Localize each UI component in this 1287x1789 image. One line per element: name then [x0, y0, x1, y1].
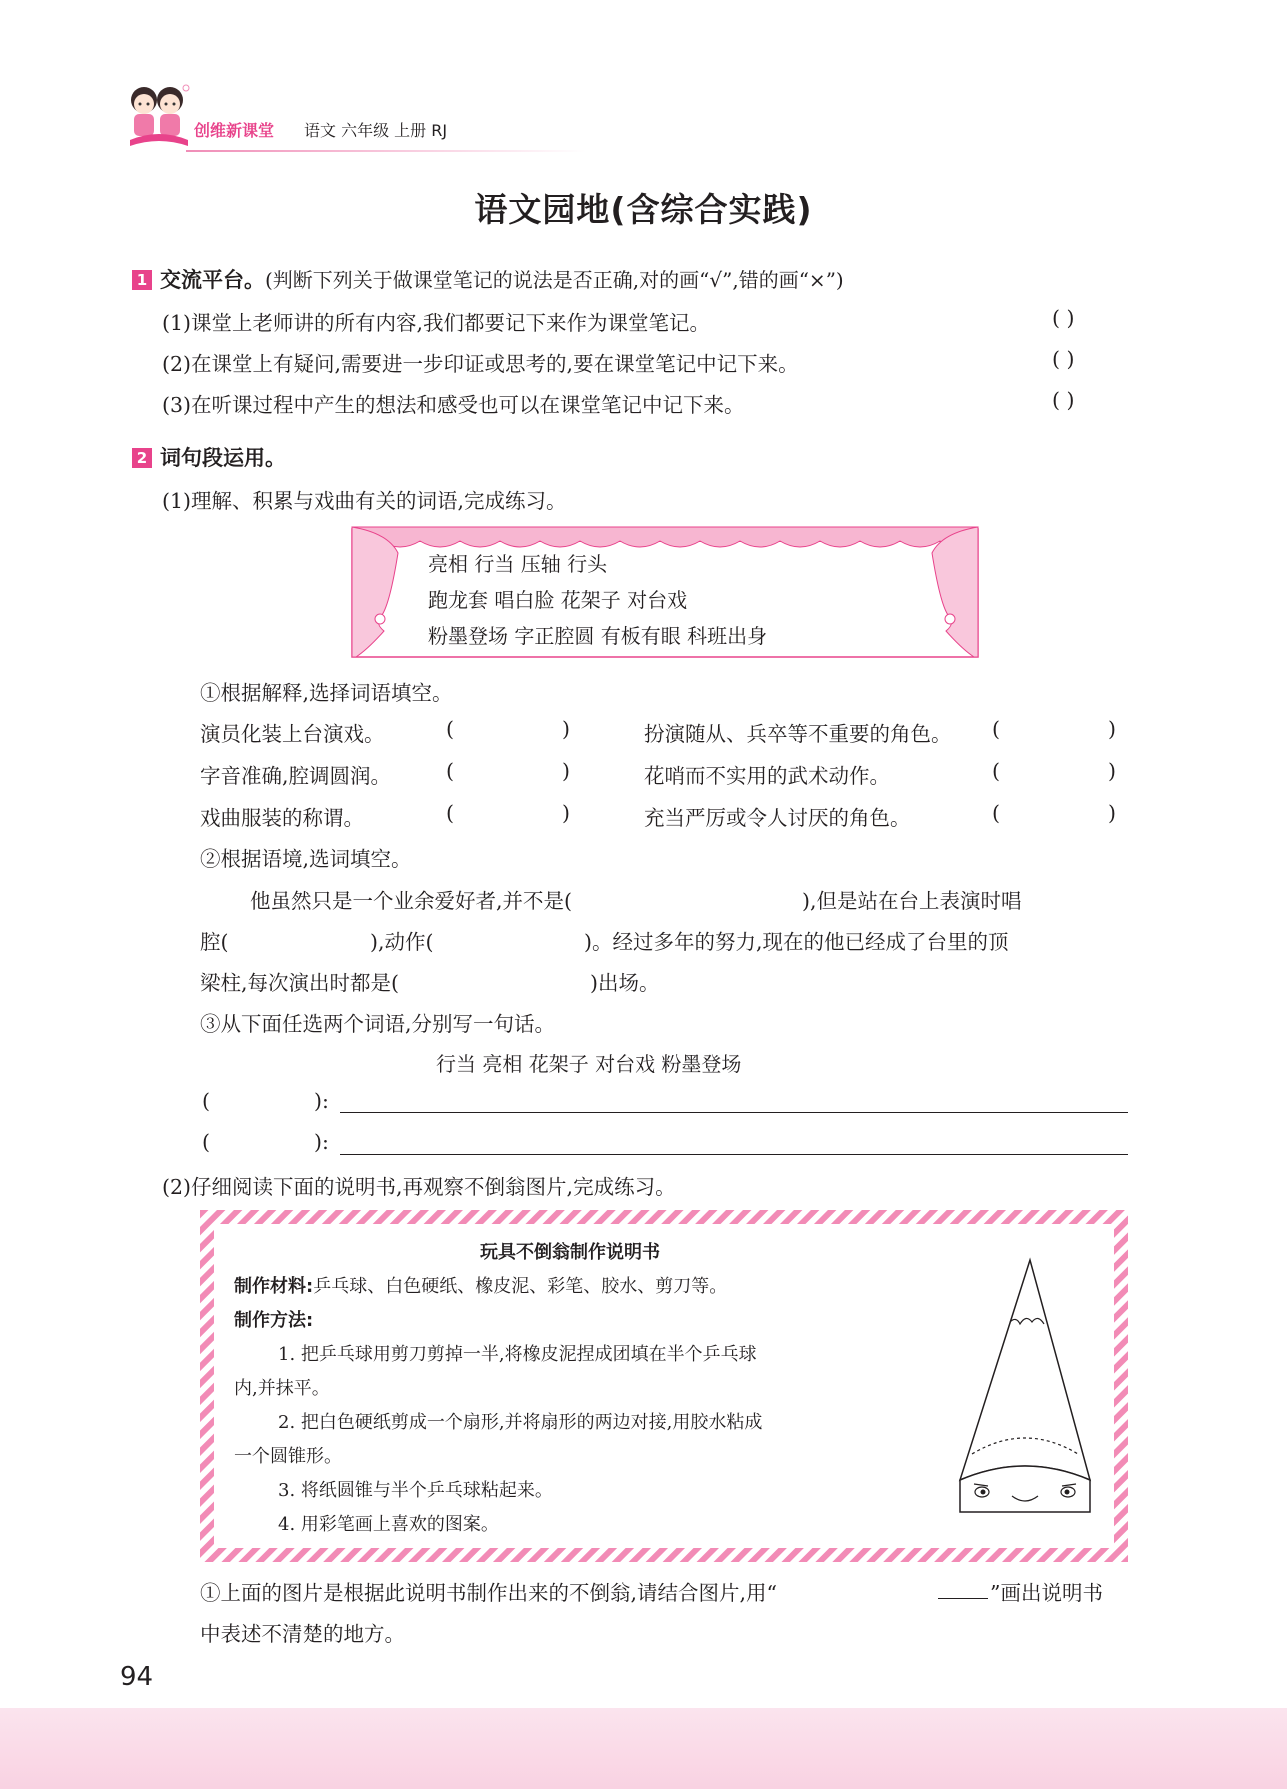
passage-part-6: 梁柱,每次演出时都是( [200, 971, 400, 995]
definition-right-2: 花哨而不实用的武术动作。 [644, 764, 890, 788]
passage-part-3: 腔( [200, 930, 229, 954]
manual-step-1-cont: 内,并抹平。 [234, 1378, 330, 1399]
kids-mascot-icon [126, 80, 192, 154]
manual-method-label [234, 1306, 313, 1332]
q1-item-1: (1)课堂上老师讲的所有内容,我们都要记下来作为课堂笔记。 [162, 311, 711, 335]
method-label-text: 制作方法: [234, 1310, 314, 1331]
manual-step-4: 4. 用彩笔画上喜欢的图案。 [278, 1514, 499, 1535]
final-question-part-2: ”画出说明书 [990, 1581, 1103, 1605]
manual-step-2: 2. 把白色硬纸剪成一个扇形,并将扇形的两边对接,用胶水粘成 [278, 1412, 763, 1433]
book-info: 语文 六年级 上册 RJ [304, 121, 448, 140]
manual-step-3: 3. 将纸圆锥与半个乒乓球粘起来。 [278, 1480, 553, 1501]
passage-part-2: ),但是站在台上表演时唱 [802, 889, 1022, 913]
q1-heading-text: 交流平台。 [160, 268, 265, 292]
final-question-underline-sample [938, 1598, 988, 1599]
materials-label: 制作材料: [234, 1276, 314, 1297]
q1-answer-1: ( ) [1052, 306, 1075, 330]
manual-materials [234, 1272, 727, 1298]
definition-paren-left-3: ( [446, 801, 454, 825]
sentence-2-label-open: ( [202, 1130, 210, 1154]
definition-paren-right-3-close: ) [1108, 801, 1116, 825]
sentence-1-label-open: ( [202, 1089, 210, 1113]
definition-paren-left-1-close: ) [562, 717, 570, 741]
definition-paren-right-1: ( [992, 717, 1000, 741]
page-header [126, 80, 526, 160]
sentence-1-label-close: ): [314, 1089, 329, 1113]
definition-paren-left-3-close: ) [562, 801, 570, 825]
page-title: 语文园地(含综合实践) [474, 190, 813, 229]
q1-item-3: (3)在听课过程中产生的想法和感受也可以在课堂笔记中记下来。 [162, 393, 745, 417]
word-row-3: 粉墨登场 字正腔圆 有板有眼 科班出身 [428, 624, 768, 648]
q1-answer-3: ( ) [1052, 388, 1075, 412]
q2-heading [132, 442, 286, 472]
manual-step-1: 1. 把乒乓球用剪刀剪掉一半,将橡皮泥捏成团填在半个乒乓球 [278, 1344, 757, 1365]
passage-part-7: )出场。 [590, 971, 660, 995]
definition-paren-right-3: ( [992, 801, 1000, 825]
definition-paren-left-2: ( [446, 759, 454, 783]
sub2-title: ②根据语境,选词填空。 [200, 847, 412, 871]
passage-part-1: 他虽然只是一个业余爱好者,并不是( [250, 889, 573, 913]
q1-number: 1 [132, 270, 152, 290]
q2-part2-intro: (2)仔细阅读下面的说明书,再观察不倒翁图片,完成练习。 [162, 1175, 676, 1199]
definition-left-3: 戏曲服装的称谓。 [200, 806, 364, 830]
definition-paren-left-2-close: ) [562, 759, 570, 783]
definition-right-3: 充当严厉或令人讨厌的角色。 [644, 806, 911, 830]
sentence-2-label-close: ): [314, 1130, 329, 1154]
q2-number: 2 [132, 448, 152, 468]
sentence-1-writing-line[interactable] [340, 1112, 1128, 1113]
definition-paren-left-1: ( [446, 717, 454, 741]
definition-paren-right-2: ( [992, 759, 1000, 783]
q1-answer-2: ( ) [1052, 347, 1075, 371]
q1-instruction: (判断下列关于做课堂笔记的说法是否正确,对的画“√”,错的画“×”) [265, 268, 844, 292]
final-question-part-1: ①上面的图片是根据此说明书制作出来的不倒翁,请结合图片,用“ [200, 1581, 778, 1605]
tumbler-toy-illustration [950, 1254, 1100, 1524]
q2-heading-text: 词句段运用。 [160, 446, 286, 470]
manual-title: 玩具不倒翁制作说明书 [480, 1242, 660, 1263]
word-row-1: 亮相 行当 压轴 行头 [428, 552, 608, 576]
passage-part-5: )。经过多年的努力,现在的他已经成了台里的顶 [584, 930, 1009, 954]
sub3-word-list: 行当 亮相 花架子 对台戏 粉墨登场 [436, 1052, 742, 1076]
definition-right-1: 扮演随从、兵卒等不重要的角色。 [644, 722, 952, 746]
page-number: 94 [120, 1662, 154, 1692]
brand-name: 创维新课堂 [194, 121, 275, 140]
passage-part-4: ),动作( [370, 930, 434, 954]
definition-left-1: 演员化装上台演戏。 [200, 722, 385, 746]
manual-step-2-cont: 一个圆锥形。 [234, 1446, 342, 1467]
q1-item-2: (2)在课堂上有疑问,需要进一步印证或思考的,要在课堂笔记中记下来。 [162, 352, 799, 376]
q2-part1-intro: (1)理解、积累与戏曲有关的词语,完成练习。 [162, 489, 567, 513]
header-divider [186, 150, 586, 152]
q1-heading [132, 264, 844, 294]
word-row-2: 跑龙套 唱白脸 花架子 对台戏 [428, 588, 688, 612]
sub3-title: ③从下面任选两个词语,分别写一句话。 [200, 1012, 556, 1036]
sentence-2-writing-line[interactable] [340, 1154, 1128, 1155]
definition-paren-right-2-close: ) [1108, 759, 1116, 783]
final-question-part-3: 中表述不清楚的地方。 [200, 1622, 405, 1646]
definition-left-2: 字音准确,腔调圆润。 [200, 764, 392, 788]
definition-paren-right-1-close: ) [1108, 717, 1116, 741]
materials-text: 乒乓球、白色硬纸、橡皮泥、彩笔、胶水、剪刀等。 [313, 1276, 728, 1297]
page-footer-band [0, 1708, 1287, 1789]
sub1-title: ①根据解释,选择词语填空。 [200, 681, 453, 705]
